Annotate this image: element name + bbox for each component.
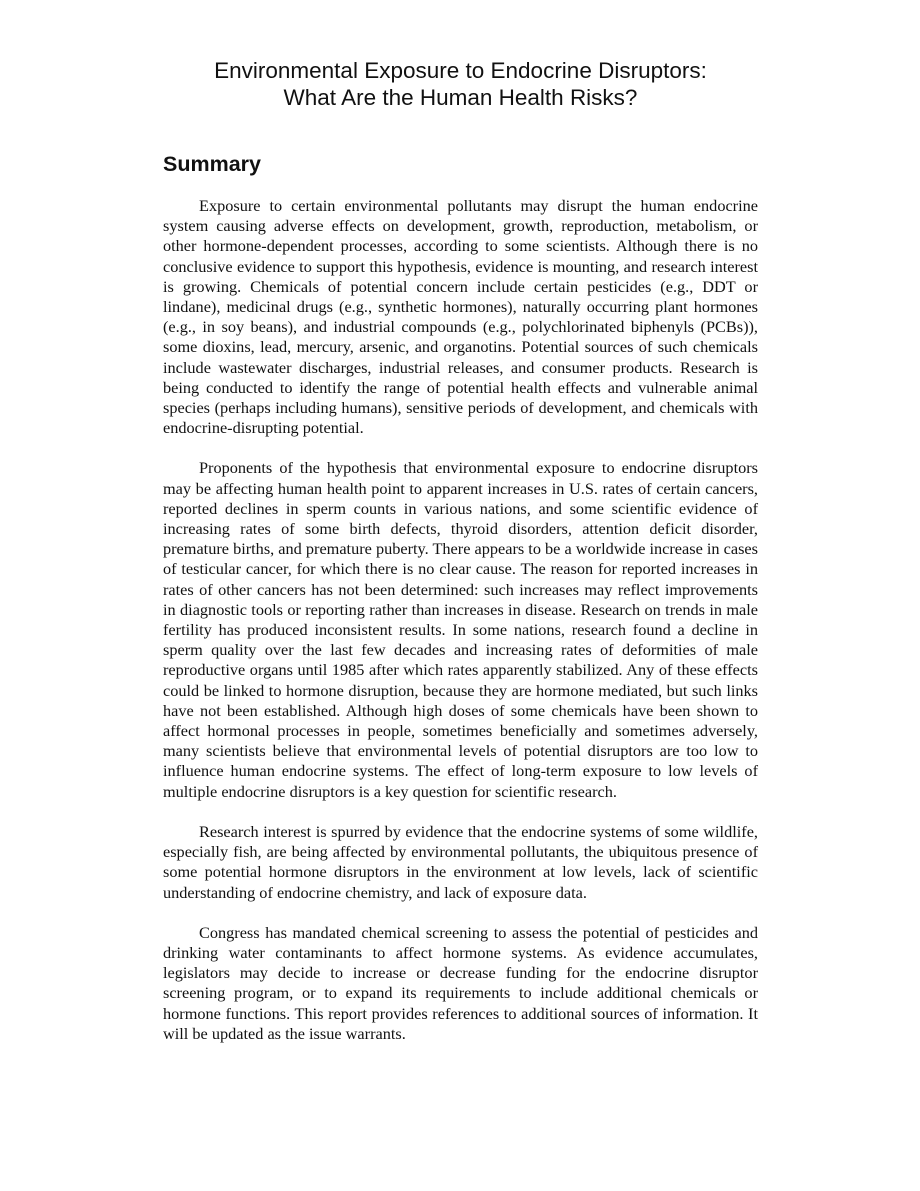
document-title [163, 57, 758, 111]
summary-paragraph-3: Research interest is spurred by evidence that the endocrine systems of some wildlife, especially fish, are being affected by environmental pollutants, the ubiquitous presence of some potential hormone disruptors in the environment at low levels, lack of scientific understanding of endocrine chemistry, and lack of exposure data. [163, 821, 758, 902]
summary-paragraph-1: Exposure to certain environmental pollutants may disrupt the human endocrine system causing adverse effects on development, growth, reproduction, metabolism, or other hormone-dependent processes, according to some scientists. Although there is no conclusive evidence to support this hypothesis, evidence is mounting, and research interest is growing. Chemicals of potential concern include certain pesticides (e.g., DDT or lindane), medicinal drugs (e.g., synthetic hormones), naturally occurring plant hormones (e.g., in soy beans), and industrial compounds (e.g., polychlorinated biphenyls (PCBs)), some dioxins, lead, mercury, arsenic, and organotins. Potential sources of such chemicals include wastewater discharges, industrial releases, and consumer products. Research is being conducted to identify the range of potential health effects and vulnerable animal species (perhaps including humans), sensitive periods of development, and chemicals with endocrine-disrupting potential. [163, 196, 758, 438]
summary-paragraph-2: Proponents of the hypothesis that environmental exposure to endocrine disruptors may be affecting human health point to apparent increases in U.S. rates of certain cancers, reported declines in sperm counts in various nations, and some scientific evidence of increasing rates of some birth defects, thyroid disorders, attention deficit disorder, premature births, and premature puberty. There appears to be a worldwide increase in cases of testicular cancer, for which there is no clear cause. The reason for reported increases in rates of other cancers has not been determined: such increases may reflect improvements in diagnostic tools or reporting rather than increases in disease. Research on trends in male fertility has produced inconsistent results. In some nations, research found a decline in sperm quality over the last few decades and increasing rates of deformities of male reproductive organs until 1985 after which rates apparently stabilized. Any of these effects could be linked to hormone disruption, because they are hormone mediated, but such links have not been established. Although high doses of some chemicals have been shown to affect hormonal processes in people, sometimes beneficially and sometimes adversely, many scientists believe that environmental levels of potential disruptors are too low to influence human endocrine systems. The effect of long-term exposure to low levels of multiple endocrine disruptors is a key question for scientific research. [163, 458, 758, 801]
summary-heading: Summary [163, 152, 261, 176]
title-line-1: Environmental Exposure to Endocrine Disruptors: [214, 58, 707, 83]
summary-paragraph-4: Congress has mandated chemical screening to assess the potential of pesticides and drinking water contaminants to affect hormone systems. As evidence accumulates, legislators may decide to increase or decrease funding for the endocrine disruptor screening program, or to expand its requirements to include additional chemicals or hormone functions. This report provides references to additional sources of information. It will be updated as the issue warrants. [163, 922, 758, 1043]
document-page [163, 0, 758, 1064]
title-line-2: What Are the Human Health Risks? [283, 85, 638, 110]
summary-body [163, 196, 758, 1044]
